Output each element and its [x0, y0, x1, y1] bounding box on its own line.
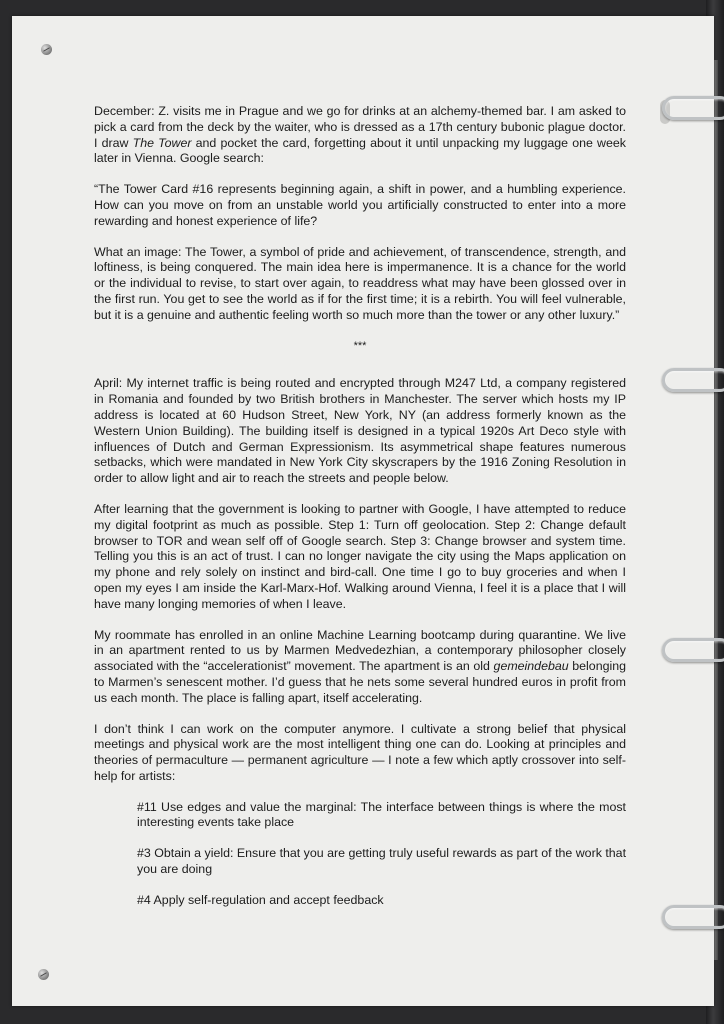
bottom-screw-icon — [38, 969, 49, 980]
paragraph-roommate — [94, 628, 626, 707]
paragraph-footprint: After learning that the government is looking to partner with Google, I have attempted to reduce my digital footprint as much as possible. Step 1: Turn off geolocation. Step 2: Change default browser to TOR and wean self off of Google search. Step 3: Change browser and system time. Telling you this is an act of trust. I can no longer navigate the city using the Maps application on my phone and rely solely on instinct and bird-call. One time I go to buy groceries and when I open my eyes I am inside the Karl-Marx-Hof. Walking around Vienna, I feel it is a place that I will have many longing memories of when I leave. — [94, 501, 626, 611]
document-body — [94, 104, 626, 909]
list-item: #11 Use edges and value the marginal: The interface between things is where the most interesting events take place — [137, 799, 626, 830]
paragraph-april: April: My internet traffic is being routed and encrypted through M247 Ltd, a company registered in Romania and founded by two British brothers in Manchester. The server which hosts my IP address is located at 60 Hudson Street, New York, NY (an address formerly known as the Western Union Building). The building itself is designed in a typical 1920s Art Deco style with influences of Dutch and German Expressionism. Its asymmetrical shape features numerous setbacks, which were mandated in New York City skyscrapers by the 1916 Zoning Resolution in order to allow light and air to reach the streets and people below. — [94, 376, 626, 486]
binder-ring-icon — [662, 638, 724, 662]
binder-ring-icon — [662, 905, 724, 929]
top-screw-icon — [41, 44, 52, 55]
italic-term: gemeindebau — [493, 659, 569, 674]
paragraph-quote-end: What an image: The Tower, a symbol of pride and achievement, of transcendence, strength, and loftiness, is being conquered. The main idea here is impermanence. It is a chance for the world or the individual to revise, to start over again, to readdress what may have been glossed over in the first run. You get to see the world as if for the first time; it is a rebirth. You will feel vulnerable, but it is a genuine and authentic feeling worth so much more than the tower or any other luxury.” — [94, 244, 626, 322]
paragraph-quote-start: “The Tower Card #16 represents beginning again, a shift in power, and a humbling experience. How can you move on from an unstable world you artificially constructed to enter into a more rewarding and honest experience of life? — [94, 182, 626, 228]
italic-title: The Tower — [132, 135, 192, 150]
text-span: My roommate has enrolled in an online Machine Learning bootcamp during quarantine. We live in an apartment rented to us by Marmen Medvedezhian, a contemporary philosopher closely associated with the “accelerationist” movement. The apartment is an old — [94, 627, 626, 674]
text-span: belonging to Marmen’s senescent mother. I’d guess that he nets some several hundred euros in profit from us each month. The place is falling apart, itself accelerating. — [94, 659, 627, 705]
paragraph-permaculture: I don’t think I can work on the computer anymore. I cultivate a strong belief that physical meetings and physical work are the most intelligent thing one can do. Looking at principles and theories of permaculture — permanent agriculture — I note a few which aptly crossover into self-help for artists: — [94, 721, 626, 783]
binder-ring-icon — [662, 96, 724, 120]
section-separator: *** — [353, 339, 367, 352]
text-span: December: Z. visits me in Prague and we go for drinks at an alchemy-themed bar. I am asked to pick a card from the deck by the waiter, who is dressed as a 17th century bubonic plague doctor. I draw — [94, 104, 626, 150]
binder-ring-icon — [662, 368, 724, 392]
text-span: and pocket the card, forgetting about it until unpacking my luggage one week later in Vienna. Google search: — [94, 135, 626, 166]
list-item: #4 Apply self-regulation and accept feedback — [137, 892, 384, 907]
paragraph-december — [94, 104, 626, 167]
list-item: #3 Obtain a yield: Ensure that you are getting truly useful rewards as part of the work that you are doing — [137, 846, 627, 877]
